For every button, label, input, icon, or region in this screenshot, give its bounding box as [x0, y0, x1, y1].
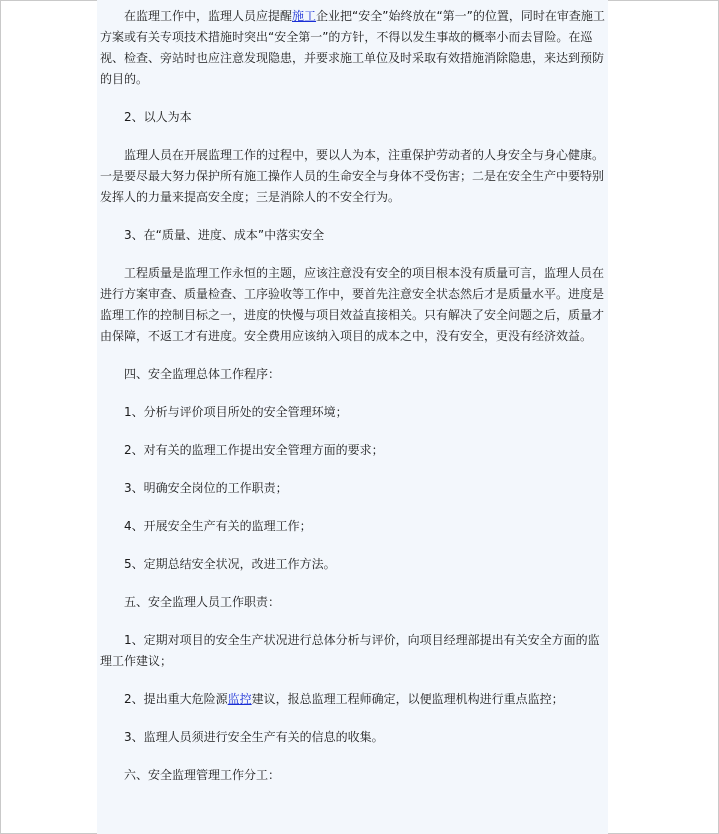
list-item: 1、分析与评价项目所处的安全管理环境； — [124, 405, 348, 419]
list-item: 4、开展安全生产有关的监理工作； — [124, 519, 312, 533]
heading-quality-progress-cost: 3、在“质量、进度、成本”中落实安全 — [124, 228, 325, 242]
list-item: 5、定期总结安全状况，改进工作方法。 — [124, 557, 336, 571]
list-item: 1、定期对项目的安全生产状况进行总体分析与评价，向项目经理部提出有关安全方面的监理工作建议； — [100, 633, 600, 668]
document-body — [100, 6, 610, 786]
paragraph-prevention: 在监理工作中，监理人员应提醒施工企业把“安全”始终放在“第一”的位置，同时在审查施工方案或有关专项技术措施时突出“安全第一”的方针，不得以发生事故的概率小而去冒险。在巡视、检查、旁站时也应注意发现隐患，并要求施工单位及时采取有效措施消除隐患，来达到预防的目的。 — [100, 9, 605, 86]
paragraph-people-oriented: 监理人员在开展监理工作的过程中，要以人为本，注重保护劳动者的人身安全与身心健康。一是要尽最大努力保护所有施工操作人员的生命安全与身体不受伤害；二是在安全生产中要特别发挥人的力量来提高安全度；三是消除人的不安全行为。 — [100, 148, 605, 204]
section-heading-procedure: 四、安全监理总体工作程序： — [124, 367, 281, 381]
list-item: 2、对有关的监理工作提出安全管理方面的要求； — [124, 443, 384, 457]
section-heading-division: 六、安全监理管理工作分工： — [124, 768, 281, 782]
list-item: 2、提出重大危险源监控建议，报总监理工程师确定，以便监理机构进行重点监控； — [124, 692, 564, 706]
section-heading-duties: 五、安全监理人员工作职责： — [124, 595, 281, 609]
paragraph-quality-progress-cost: 工程质量是监理工作永恒的主题，应该注意没有安全的项目根本没有质量可言，监理人员在进行方案审查、质量检查、工序验收等工作中，要首先注意安全状态然后才是质量水平。进度是监理工作的控制目标之一，进度的快慢与项目效益直接相关。只有解决了安全问题之后，质量才由保障，不返工才有进度。安全费用应该纳入项目的成本之中，没有安全，更没有经济效益。 — [100, 266, 605, 343]
list-item: 3、监理人员须进行安全生产有关的信息的收集。 — [124, 730, 384, 744]
link-jiankong[interactable]: 监控 — [227, 692, 252, 706]
heading-people-oriented: 2、以人为本 — [124, 110, 192, 124]
link-shigong[interactable]: 施工 — [292, 9, 317, 23]
list-item: 3、明确安全岗位的工作职责； — [124, 481, 288, 495]
